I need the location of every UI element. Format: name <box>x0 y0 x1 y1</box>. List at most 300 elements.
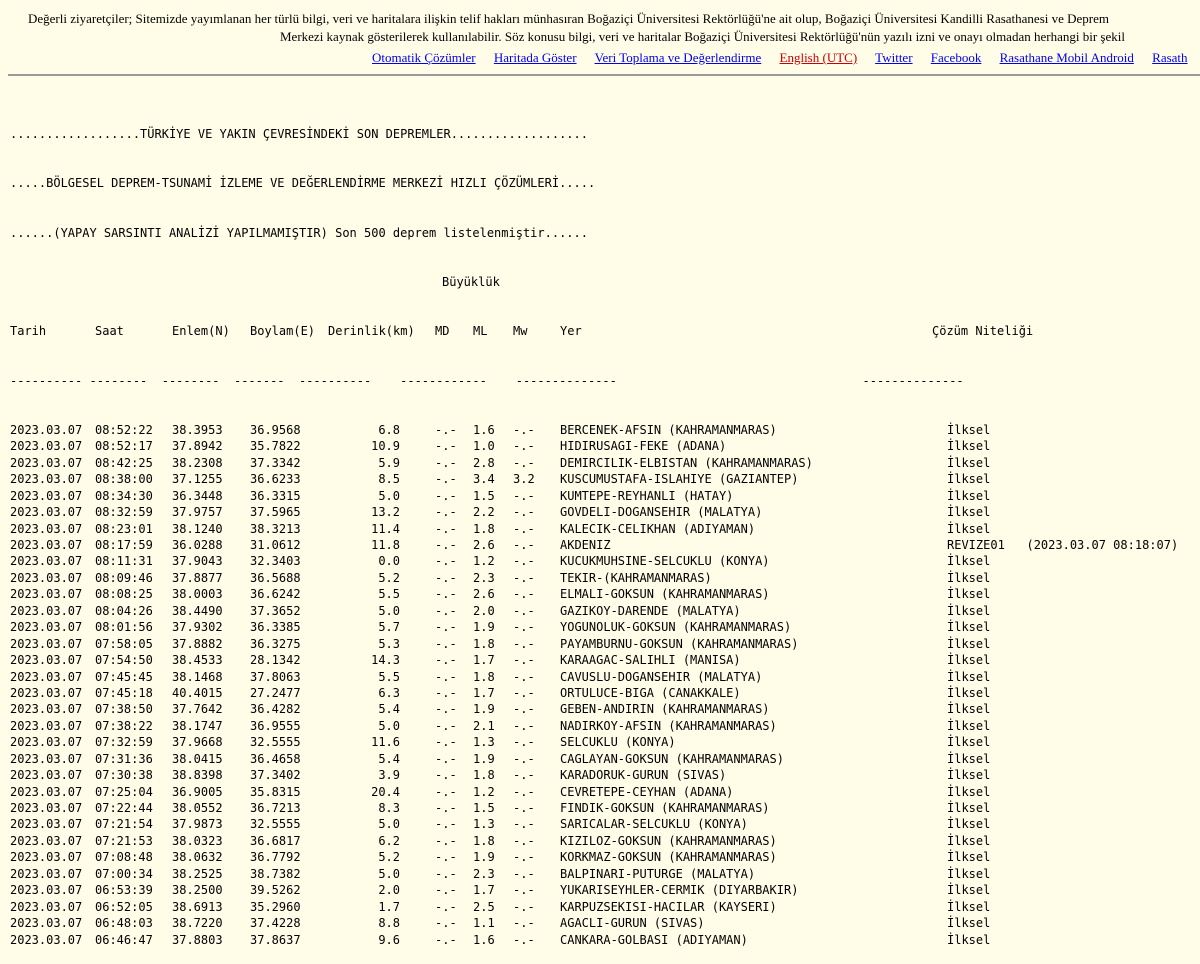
cell-derinlik: 5.0 <box>378 718 400 733</box>
cell-ml: 1.5 <box>473 801 495 816</box>
table-row <box>10 422 991 438</box>
cell-mw: -.- <box>513 735 535 750</box>
cell-ml: 1.9 <box>473 702 495 717</box>
cell-derinlik: 20.4 <box>371 784 400 799</box>
nav-english-utc[interactable]: English (UTC) <box>779 50 858 65</box>
cell-enlem: 38.8398 <box>172 768 223 783</box>
cell-ml: 2.5 <box>473 899 495 914</box>
cell-cozum: İlksel <box>947 620 991 635</box>
cell-enlem: 38.2525 <box>172 866 223 881</box>
cell-boylam: 37.4228 <box>250 916 301 931</box>
nav-mobil-android[interactable]: Rasathane Mobil Android <box>999 50 1134 65</box>
cell-boylam: 36.5688 <box>250 570 301 585</box>
cell-boylam: 38.3213 <box>250 521 301 536</box>
cell-saat: 08:38:00 <box>95 472 153 487</box>
cell-boylam: 32.5555 <box>250 735 301 750</box>
cell-mw: 3.2 <box>513 472 535 487</box>
cell-enlem: 38.4533 <box>172 653 223 668</box>
nav-links <box>372 50 1200 66</box>
cell-saat: 07:08:48 <box>95 850 153 865</box>
col-header-mw: Mw <box>513 324 528 339</box>
cell-saat: 08:01:56 <box>95 620 153 635</box>
cell-tarih: 2023.03.07 <box>10 932 83 947</box>
earthquake-rows <box>10 422 1179 948</box>
nav-otomatik-cozumler[interactable]: Otomatik Çözümler <box>372 50 476 65</box>
cell-enlem: 37.9302 <box>172 620 223 635</box>
table-row <box>10 800 991 816</box>
cell-mw: -.- <box>513 455 535 470</box>
cell-cozum: İlksel <box>947 916 991 931</box>
cell-saat: 06:48:03 <box>95 916 153 931</box>
cell-boylam: 35.7822 <box>250 439 301 454</box>
cell-enlem: 38.0632 <box>172 850 223 865</box>
cell-tarih: 2023.03.07 <box>10 801 83 816</box>
cell-enlem: 36.9005 <box>172 784 223 799</box>
cell-yer: SARICALAR-SELCUKLU (KONYA) <box>560 817 748 832</box>
cell-ml: 1.5 <box>473 488 495 503</box>
cell-saat: 06:53:39 <box>95 883 153 898</box>
cell-ml: 2.6 <box>473 587 495 602</box>
cell-yer: KORKMAZ-GOKSUN (KAHRAMANMARAS) <box>560 850 777 865</box>
cell-cozum: İlksel <box>947 817 991 832</box>
table-row <box>10 685 991 701</box>
cell-yer: ORTULUCE-BIGA (CANAKKALE) <box>560 685 741 700</box>
cell-ml: 1.7 <box>473 685 495 700</box>
cell-cozum: İlksel <box>947 768 991 783</box>
table-row <box>10 471 991 487</box>
cell-tarih: 2023.03.07 <box>10 636 83 651</box>
cell-md: -.- <box>435 570 457 585</box>
cell-cozum: İlksel <box>947 784 991 799</box>
dash-separator: ---------- -------- -------- ------- ---------- ------------ -------------- -------------- <box>10 373 964 388</box>
cell-md: -.- <box>435 505 457 520</box>
cell-mw: -.- <box>513 866 535 881</box>
cell-yer: KIZILOZ-GOKSUN (KAHRAMANMARAS) <box>560 833 777 848</box>
cell-yer: TEKIR-(KAHRAMANMARAS) <box>560 570 712 585</box>
cell-md: -.- <box>435 899 457 914</box>
cell-yer: KUSCUMUSTAFA-ISLAHIYE (GAZIANTEP) <box>560 472 799 487</box>
cell-tarih: 2023.03.07 <box>10 702 83 717</box>
cell-mw: -.- <box>513 439 535 454</box>
cell-saat: 06:52:05 <box>95 899 153 914</box>
cell-cozum: İlksel <box>947 850 991 865</box>
cell-boylam: 36.4658 <box>250 751 301 766</box>
cell-tarih: 2023.03.07 <box>10 850 83 865</box>
cell-tarih: 2023.03.07 <box>10 866 83 881</box>
table-row <box>10 932 991 948</box>
cell-boylam: 39.5262 <box>250 883 301 898</box>
cell-md: -.- <box>435 472 457 487</box>
cell-boylam: 36.4282 <box>250 702 301 717</box>
cell-cozum: İlksel <box>947 685 991 700</box>
col-header-ml: ML <box>473 324 488 339</box>
cell-boylam: 37.8063 <box>250 669 301 684</box>
cell-cozum: İlksel <box>947 669 991 684</box>
cell-yer: NADIRKOY-AFSIN (KAHRAMANMARAS) <box>560 718 777 733</box>
cell-enlem: 36.3448 <box>172 488 223 503</box>
cell-yer: AKDENIZ <box>560 538 611 553</box>
cell-md: -.- <box>435 669 457 684</box>
cell-ml: 2.8 <box>473 455 495 470</box>
cell-md: -.- <box>435 620 457 635</box>
cell-saat: 08:52:17 <box>95 439 153 454</box>
table-row <box>10 866 991 882</box>
cell-mw: -.- <box>513 850 535 865</box>
cell-mw: -.- <box>513 801 535 816</box>
cell-derinlik: 5.2 <box>378 850 400 865</box>
cell-yer: GEBEN-ANDIRIN (KAHRAMANMARAS) <box>560 702 770 717</box>
table-row <box>10 767 991 783</box>
cell-derinlik: 5.5 <box>378 669 400 684</box>
buyukluk-label: Büyüklük <box>442 274 500 289</box>
cell-cozum: İlksel <box>947 735 991 750</box>
cell-cozum: İlksel <box>947 422 991 437</box>
cell-saat: 07:21:54 <box>95 817 153 832</box>
cell-ml: 1.3 <box>473 735 495 750</box>
cell-md: -.- <box>435 916 457 931</box>
cell-tarih: 2023.03.07 <box>10 817 83 832</box>
cell-tarih: 2023.03.07 <box>10 653 83 668</box>
magnitude-header <box>10 274 964 290</box>
cell-cozum: İlksel <box>947 488 991 503</box>
earthquake-list <box>10 93 1179 964</box>
table-row <box>10 455 991 471</box>
col-header-boylam: Boylam(E) <box>250 324 316 339</box>
table-row <box>10 521 991 537</box>
cell-saat: 07:38:22 <box>95 718 153 733</box>
cell-derinlik: 6.3 <box>378 685 400 700</box>
cell-ml: 1.2 <box>473 554 495 569</box>
cell-tarih: 2023.03.07 <box>10 620 83 635</box>
cell-yer: AGACLI-GURUN (SIVAS) <box>560 916 705 931</box>
cell-md: -.- <box>435 587 457 602</box>
table-row <box>10 586 991 602</box>
col-header-enlem: Enlem(N) <box>172 324 230 339</box>
cell-derinlik: 8.8 <box>378 916 400 931</box>
table-row <box>10 553 991 569</box>
cell-saat: 06:46:47 <box>95 932 153 947</box>
cell-cozum: İlksel <box>947 587 991 602</box>
cell-derinlik: 1.7 <box>378 899 400 914</box>
cell-enlem: 38.0323 <box>172 833 223 848</box>
table-row <box>10 899 991 915</box>
cell-tarih: 2023.03.07 <box>10 603 83 618</box>
cell-ml: 1.0 <box>473 439 495 454</box>
cell-cozum: İlksel <box>947 702 991 717</box>
cell-enlem: 38.0415 <box>172 751 223 766</box>
cell-enlem: 38.3953 <box>172 422 223 437</box>
col-header-tarih: Tarih <box>10 324 47 339</box>
cell-boylam: 32.5555 <box>250 817 301 832</box>
cell-saat: 08:08:25 <box>95 587 153 602</box>
cell-ml: 2.3 <box>473 570 495 585</box>
cell-saat: 08:17:59 <box>95 538 153 553</box>
cell-md: -.- <box>435 833 457 848</box>
cell-enlem: 38.1747 <box>172 718 223 733</box>
cell-boylam: 35.2960 <box>250 899 301 914</box>
column-headers <box>10 323 1034 339</box>
disclaimer-line-1: Değerli ziyaretçiler; Sitemizde yayımlanan her türlü bilgi, veri ve haritalara ilişkin telif hakları münhasıran Boğaziçi Üniversitesi Rektörlüğü'ne ait olup, Boğaziçi Üniversitesi Kandilli Rasathanesi ve Deprem <box>28 11 1110 26</box>
cell-yer: YUKARISEYHLER-CERMIK (DIYARBAKIR) <box>560 883 799 898</box>
cell-saat: 08:42:25 <box>95 455 153 470</box>
cell-tarih: 2023.03.07 <box>10 439 83 454</box>
cell-saat: 08:11:31 <box>95 554 153 569</box>
cell-ml: 1.9 <box>473 850 495 865</box>
cell-derinlik: 5.4 <box>378 751 400 766</box>
cell-mw: -.- <box>513 932 535 947</box>
cell-cozum: İlksel <box>947 455 991 470</box>
cell-mw: -.- <box>513 883 535 898</box>
cell-derinlik: 10.9 <box>371 439 400 454</box>
cell-cozum: İlksel <box>947 833 991 848</box>
cell-boylam: 31.0612 <box>250 538 301 553</box>
cell-cozum: İlksel <box>947 899 991 914</box>
header-line-2: .....BÖLGESEL DEPREM-TSUNAMİ İZLEME VE DEĞERLENDİRME MERKEZİ HIZLI ÇÖZÜMLERİ..... <box>10 176 596 191</box>
cell-md: -.- <box>435 653 457 668</box>
cell-mw: -.- <box>513 702 535 717</box>
cell-derinlik: 5.4 <box>378 702 400 717</box>
table-row <box>10 833 991 849</box>
cell-enlem: 38.2308 <box>172 455 223 470</box>
cell-cozum: İlksel <box>947 554 991 569</box>
nav-facebook[interactable]: Facebook <box>930 50 982 65</box>
cell-md: -.- <box>435 932 457 947</box>
table-row <box>10 652 991 668</box>
cell-enlem: 37.7642 <box>172 702 223 717</box>
cell-enlem: 37.8882 <box>172 636 223 651</box>
header-line-3: ......(YAPAY SARSINTI ANALİZİ YAPILMAMIŞTIR) Son 500 deprem listelenmiştir...... <box>10 225 588 240</box>
cell-yer: DEMIRCILIK-ELBISTAN (KAHRAMANMARAS) <box>560 455 813 470</box>
cell-yer: YOGUNOLUK-GOKSUN (KAHRAMANMARAS) <box>560 620 792 635</box>
cell-tarih: 2023.03.07 <box>10 554 83 569</box>
cell-saat: 07:38:50 <box>95 702 153 717</box>
cell-yer: KARPUZSEKISI-HACILAR (KAYSERI) <box>560 899 777 914</box>
cell-derinlik: 8.3 <box>378 801 400 816</box>
cell-md: -.- <box>435 554 457 569</box>
cell-cozum: İlksel <box>947 718 991 733</box>
cell-tarih: 2023.03.07 <box>10 505 83 520</box>
cell-tarih: 2023.03.07 <box>10 768 83 783</box>
cell-tarih: 2023.03.07 <box>10 784 83 799</box>
cell-cozum: İlksel <box>947 505 991 520</box>
cell-tarih: 2023.03.07 <box>10 751 83 766</box>
cell-boylam: 37.3342 <box>250 455 301 470</box>
cell-mw: -.- <box>513 570 535 585</box>
table-row <box>10 669 991 685</box>
cell-saat: 07:21:53 <box>95 833 153 848</box>
cell-md: -.- <box>435 883 457 898</box>
column-dashes <box>10 373 964 389</box>
cell-saat: 08:52:22 <box>95 422 153 437</box>
cell-md: -.- <box>435 488 457 503</box>
cell-tarih: 2023.03.07 <box>10 488 83 503</box>
cell-boylam: 36.6233 <box>250 472 301 487</box>
cell-saat: 07:32:59 <box>95 735 153 750</box>
cell-cozum: REVIZE01 (2023.03.07 08:18:07) <box>947 538 1179 553</box>
cell-boylam: 36.6817 <box>250 833 301 848</box>
table-row <box>10 438 991 454</box>
cell-ml: 1.9 <box>473 751 495 766</box>
cell-derinlik: 11.8 <box>371 538 400 553</box>
cell-cozum: İlksel <box>947 801 991 816</box>
cell-ml: 1.8 <box>473 833 495 848</box>
cell-mw: -.- <box>513 669 535 684</box>
cell-tarih: 2023.03.07 <box>10 669 83 684</box>
header-line-1: ..................TÜRKİYE VE YAKIN ÇEVRESİNDEKİ SON DEPREMLER................... <box>10 126 588 141</box>
cell-boylam: 36.3315 <box>250 488 301 503</box>
cell-ml: 1.6 <box>473 422 495 437</box>
cell-derinlik: 5.5 <box>378 587 400 602</box>
table-row <box>10 784 991 800</box>
cell-enlem: 38.1240 <box>172 521 223 536</box>
cell-md: -.- <box>435 603 457 618</box>
col-header-derinlik: Derinlik(km) <box>328 324 415 339</box>
cell-enlem: 40.4015 <box>172 685 223 700</box>
cell-tarih: 2023.03.07 <box>10 899 83 914</box>
cell-enlem: 38.7220 <box>172 916 223 931</box>
nav-haritada-goster[interactable]: Haritada Göster <box>493 50 577 65</box>
cell-ml: 1.7 <box>473 883 495 898</box>
cell-mw: -.- <box>513 768 535 783</box>
cell-derinlik: 2.0 <box>378 883 400 898</box>
table-row <box>10 603 991 619</box>
cell-cozum: İlksel <box>947 751 991 766</box>
cell-boylam: 37.3402 <box>250 768 301 783</box>
table-row <box>10 636 991 652</box>
cell-enlem: 38.4490 <box>172 603 223 618</box>
cell-yer: KUCUKMUHSINE-SELCUKLU (KONYA) <box>560 554 770 569</box>
cell-tarih: 2023.03.07 <box>10 472 83 487</box>
cell-derinlik: 6.2 <box>378 833 400 848</box>
cell-boylam: 36.7792 <box>250 850 301 865</box>
cell-ml: 3.4 <box>473 472 495 487</box>
cell-cozum: İlksel <box>947 653 991 668</box>
cell-yer: KARAAGAC-SALIHLI (MANISA) <box>560 653 741 668</box>
cell-tarih: 2023.03.07 <box>10 718 83 733</box>
cell-yer: CAGLAYAN-GOKSUN (KAHRAMANMARAS) <box>560 751 784 766</box>
cell-md: -.- <box>435 768 457 783</box>
cell-mw: -.- <box>513 899 535 914</box>
table-row <box>10 734 991 750</box>
col-header-cozum: Çözüm Niteliği <box>932 324 1034 339</box>
cell-mw: -.- <box>513 685 535 700</box>
cell-yer: HIDIRUSAGI-FEKE (ADANA) <box>560 439 727 454</box>
nav-rasathane[interactable]: Rasath <box>1152 50 1188 65</box>
cell-yer: CAVUSLU-DOGANSEHIR (MALATYA) <box>560 669 763 684</box>
cell-derinlik: 8.5 <box>378 472 400 487</box>
cell-md: -.- <box>435 751 457 766</box>
cell-tarih: 2023.03.07 <box>10 455 83 470</box>
nav-twitter[interactable]: Twitter <box>875 50 913 65</box>
cell-cozum: İlksel <box>947 883 991 898</box>
table-row <box>10 882 991 898</box>
cell-enlem: 37.8803 <box>172 932 223 947</box>
table-row <box>10 718 991 734</box>
table-row <box>10 488 991 504</box>
cell-md: -.- <box>435 718 457 733</box>
cell-derinlik: 9.6 <box>378 932 400 947</box>
cell-boylam: 36.6242 <box>250 587 301 602</box>
cell-cozum: İlksel <box>947 439 991 454</box>
cell-boylam: 35.8315 <box>250 784 301 799</box>
cell-mw: -.- <box>513 653 535 668</box>
disclaimer-line-2: Merkezi kaynak gösterilerek kullanılabilir. Söz konusu bilgi, veri ve haritalar Boğaziçi Üniversitesi Rektörlüğü'nün yazılı izni ve onayı olmadan herhangi bir şekil <box>280 29 1125 44</box>
divider <box>8 74 1200 76</box>
cell-ml: 2.3 <box>473 866 495 881</box>
cell-tarih: 2023.03.07 <box>10 685 83 700</box>
cell-boylam: 36.3385 <box>250 620 301 635</box>
cell-enlem: 38.1468 <box>172 669 223 684</box>
cell-mw: -.- <box>513 636 535 651</box>
cell-boylam: 37.8637 <box>250 932 301 947</box>
cell-enlem: 38.0003 <box>172 587 223 602</box>
cell-ml: 2.6 <box>473 538 495 553</box>
cell-tarih: 2023.03.07 <box>10 833 83 848</box>
cell-saat: 08:09:46 <box>95 570 153 585</box>
cell-ml: 1.9 <box>473 620 495 635</box>
cell-ml: 1.8 <box>473 669 495 684</box>
cell-tarih: 2023.03.07 <box>10 916 83 931</box>
cell-ml: 1.8 <box>473 768 495 783</box>
cell-mw: -.- <box>513 554 535 569</box>
cell-saat: 08:23:01 <box>95 521 153 536</box>
cell-derinlik: 5.2 <box>378 570 400 585</box>
cell-md: -.- <box>435 538 457 553</box>
cell-tarih: 2023.03.07 <box>10 735 83 750</box>
cell-cozum: İlksel <box>947 932 991 947</box>
cell-mw: -.- <box>513 422 535 437</box>
cell-tarih: 2023.03.07 <box>10 587 83 602</box>
cell-boylam: 37.5965 <box>250 505 301 520</box>
cell-md: -.- <box>435 850 457 865</box>
col-header-yer: Yer <box>560 324 582 339</box>
table-row <box>10 915 991 931</box>
nav-veri-toplama[interactable]: Veri Toplama ve Değerlendirme <box>594 50 762 65</box>
cell-boylam: 36.3275 <box>250 636 301 651</box>
cell-ml: 1.2 <box>473 784 495 799</box>
cell-tarih: 2023.03.07 <box>10 570 83 585</box>
cell-cozum: İlksel <box>947 866 991 881</box>
table-row <box>10 504 991 520</box>
cell-mw: -.- <box>513 521 535 536</box>
cell-yer: ELMALI-GOKSUN (KAHRAMANMARAS) <box>560 587 770 602</box>
cell-boylam: 37.3652 <box>250 603 301 618</box>
cell-saat: 07:58:05 <box>95 636 153 651</box>
table-row <box>10 537 1179 553</box>
cell-saat: 08:04:26 <box>95 603 153 618</box>
cell-cozum: İlksel <box>947 603 991 618</box>
cell-mw: -.- <box>513 784 535 799</box>
cell-ml: 2.2 <box>473 505 495 520</box>
cell-derinlik: 5.0 <box>378 817 400 832</box>
cell-enlem: 37.9668 <box>172 735 223 750</box>
cell-tarih: 2023.03.07 <box>10 521 83 536</box>
cell-md: -.- <box>435 801 457 816</box>
cell-ml: 1.8 <box>473 636 495 651</box>
cell-yer: CEVRETEPE-CEYHAN (ADANA) <box>560 784 734 799</box>
cell-derinlik: 0.0 <box>378 554 400 569</box>
cell-ml: 1.7 <box>473 653 495 668</box>
cell-enlem: 37.9043 <box>172 554 223 569</box>
cell-tarih: 2023.03.07 <box>10 883 83 898</box>
cell-boylam: 28.1342 <box>250 653 301 668</box>
cell-enlem: 38.6913 <box>172 899 223 914</box>
cell-saat: 08:34:30 <box>95 488 153 503</box>
cell-enlem: 36.0288 <box>172 538 223 553</box>
cell-boylam: 32.3403 <box>250 554 301 569</box>
cell-yer: FINDIK-GOKSUN (KAHRAMANMARAS) <box>560 801 770 816</box>
col-header-md: MD <box>435 324 450 339</box>
